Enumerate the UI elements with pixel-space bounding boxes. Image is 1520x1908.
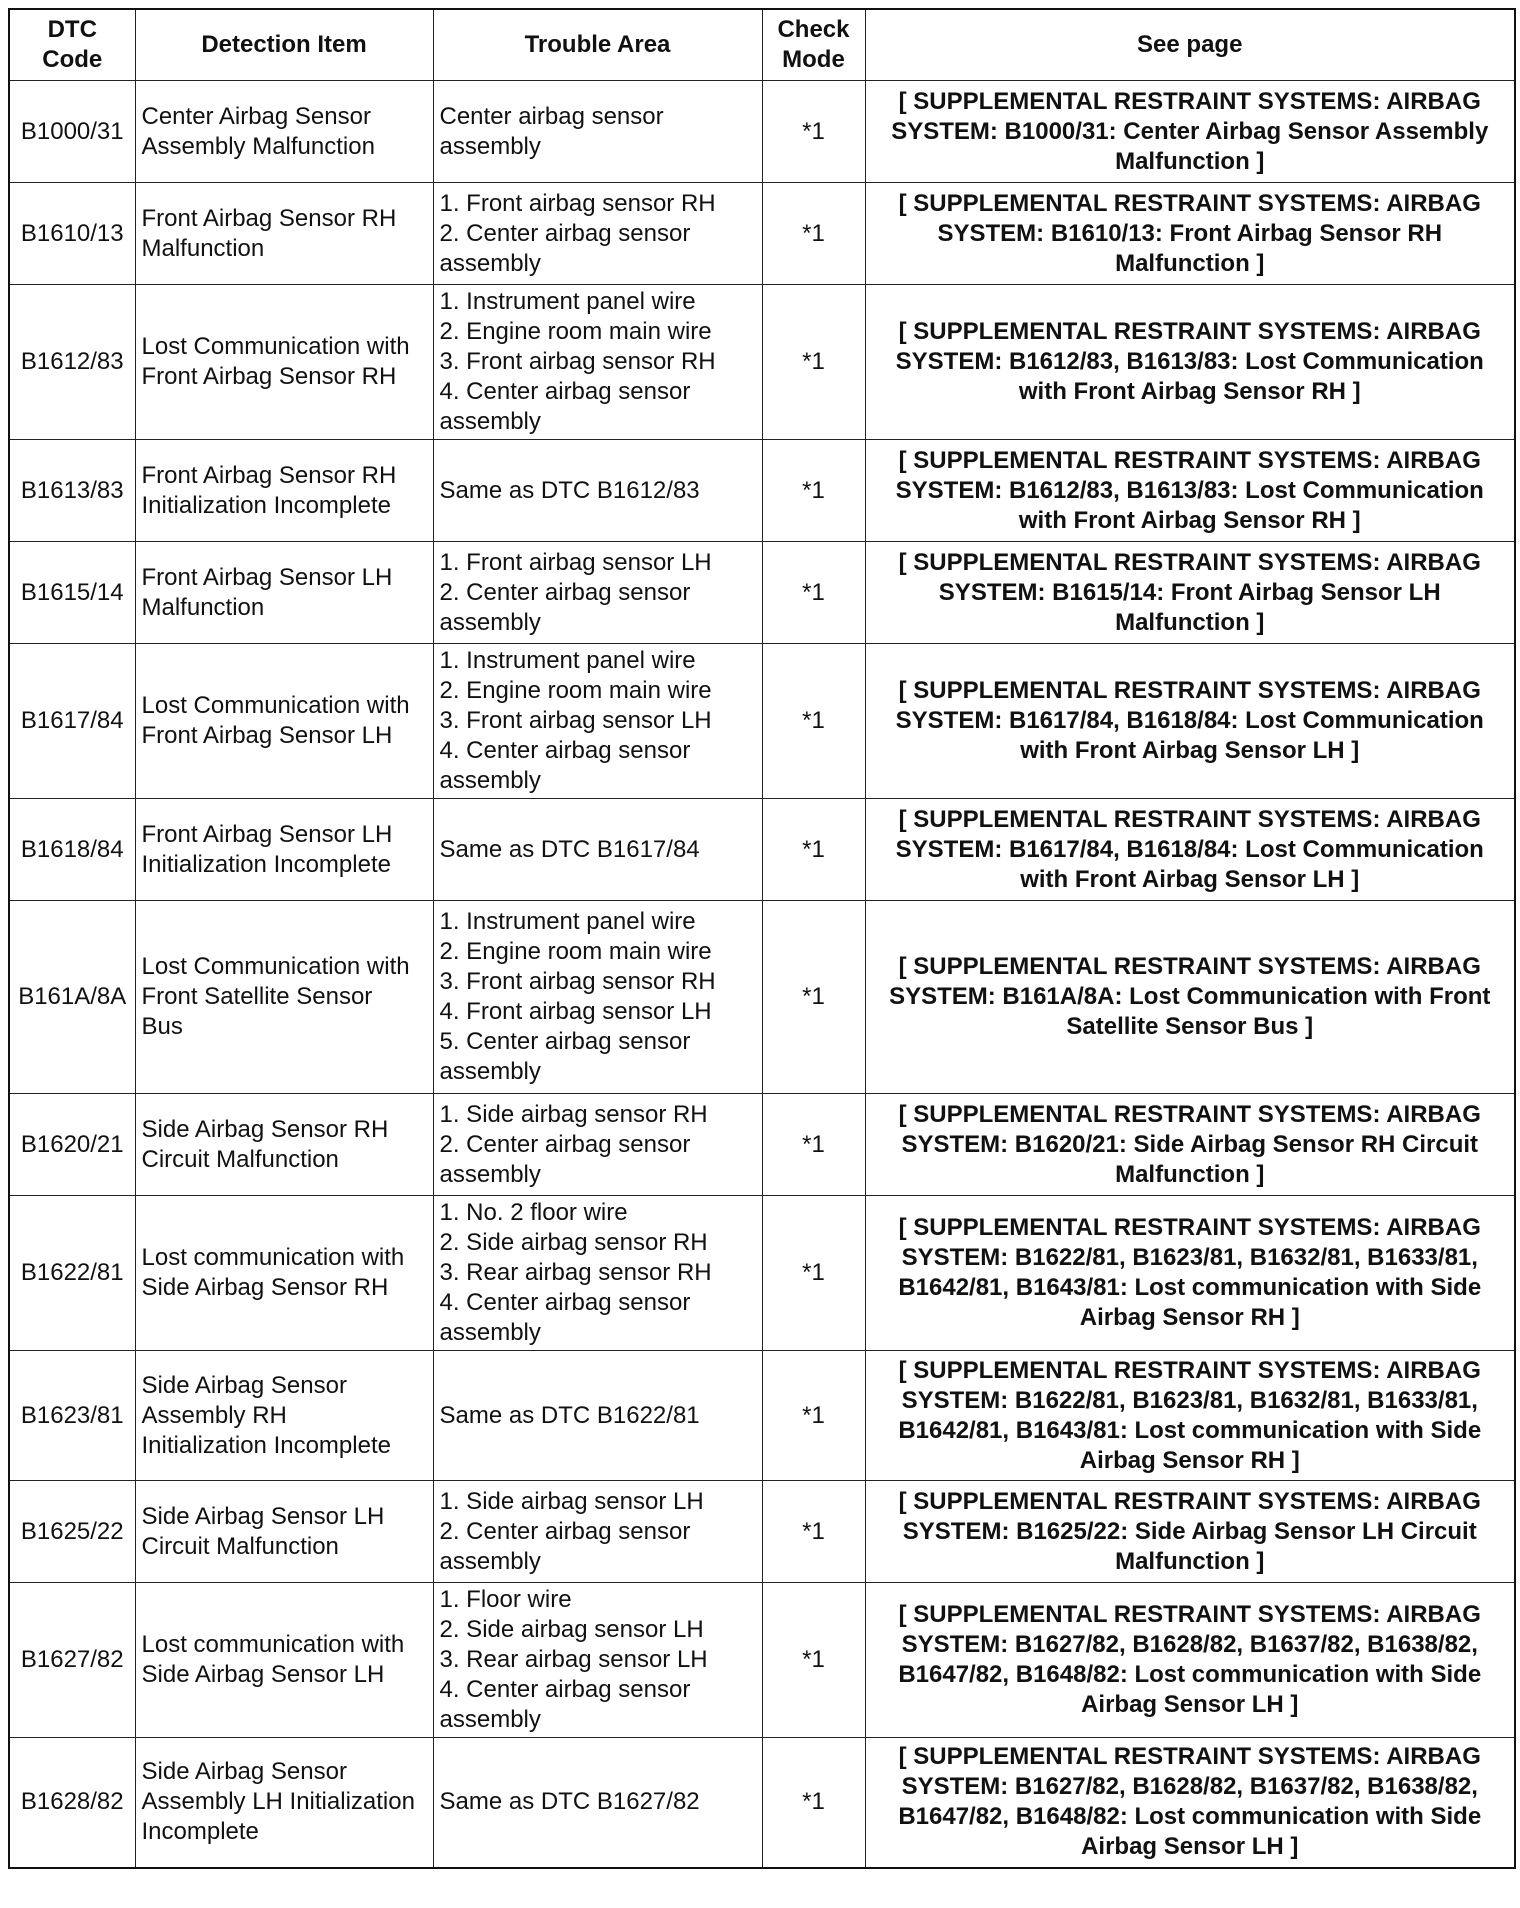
detection-item-cell <box>135 1583 433 1738</box>
trouble-area-line: Same as DTC B1627/82 <box>439 1788 700 1816</box>
detection-item-line: Front Airbag Sensor LH <box>141 563 393 591</box>
trouble-area-line: 1. Instrument panel wire <box>439 908 696 935</box>
check-mode-cell: *1 <box>762 901 865 1094</box>
trouble-area-line: 2. Center airbag sensor <box>439 1517 691 1545</box>
table-row <box>9 440 1515 542</box>
detection-item-line: Lost communication with <box>141 1244 405 1271</box>
check-mode-cell: *1 <box>762 1094 865 1196</box>
dtc-code-cell: B1625/22 <box>9 1481 135 1583</box>
trouble-area-line: 2. Side airbag sensor RH <box>439 1229 708 1256</box>
detection-item-cell <box>135 644 433 799</box>
table-row <box>9 542 1515 644</box>
trouble-area-line: 1. Side airbag sensor LH <box>439 1487 704 1515</box>
trouble-area-cell <box>433 1094 762 1196</box>
check-mode-cell: *1 <box>762 542 865 644</box>
check-mode-cell: *1 <box>762 1738 865 1868</box>
see-page-link[interactable]: [ SUPPLEMENTAL RESTRAINT SYSTEMS: AIRBAG SYSTEM: B1612/83, B1613/83: Lost Communication with Front Airbag Sensor RH ] <box>865 285 1515 440</box>
check-mode-cell: *1 <box>762 1481 865 1583</box>
dtc-code-cell: B1618/84 <box>9 799 135 901</box>
trouble-area-line: 4. Front airbag sensor LH <box>439 998 712 1025</box>
table-row <box>9 1196 1515 1351</box>
dtc-code-cell: B1627/82 <box>9 1583 135 1738</box>
detection-item-cell <box>135 1481 433 1583</box>
trouble-area-cell <box>433 1196 762 1351</box>
see-page-link[interactable]: [ SUPPLEMENTAL RESTRAINT SYSTEMS: AIRBAG SYSTEM: B1620/21: Side Airbag Sensor RH Circuit Malfunction ] <box>865 1094 1515 1196</box>
table-row <box>9 1351 1515 1481</box>
trouble-area-line: assembly <box>439 249 541 277</box>
trouble-area-line: 1. Side airbag sensor RH <box>439 1100 708 1128</box>
trouble-area-line: 4. Center airbag sensor <box>439 737 691 764</box>
detection-item-line: Malfunction <box>141 234 265 262</box>
detection-item-line: Center Airbag Sensor <box>141 102 371 130</box>
detection-item-line: Assembly Malfunction <box>141 132 375 160</box>
header-detection-item: Detection Item <box>135 9 433 81</box>
see-page-link[interactable]: [ SUPPLEMENTAL RESTRAINT SYSTEMS: AIRBAG SYSTEM: B1610/13: Front Airbag Sensor RH Malfunction ] <box>865 183 1515 285</box>
detection-item-cell <box>135 1196 433 1351</box>
detection-item-line: Malfunction <box>141 593 265 621</box>
table-row <box>9 183 1515 285</box>
see-page-link[interactable]: [ SUPPLEMENTAL RESTRAINT SYSTEMS: AIRBAG SYSTEM: B1000/31: Center Airbag Sensor Assembly Malfunction ] <box>865 81 1515 183</box>
check-mode-cell: *1 <box>762 1351 865 1481</box>
dtc-code-cell: B1623/81 <box>9 1351 135 1481</box>
trouble-area-line: 2. Engine room main wire <box>439 318 712 345</box>
header-check-mode: Check Mode <box>762 9 865 81</box>
dtc-code-cell: B1000/31 <box>9 81 135 183</box>
trouble-area-line: assembly <box>439 1058 541 1085</box>
see-page-link[interactable]: [ SUPPLEMENTAL RESTRAINT SYSTEMS: AIRBAG SYSTEM: B1625/22: Side Airbag Sensor LH Circuit Malfunction ] <box>865 1481 1515 1583</box>
header-dtc-code: DTC Code <box>9 9 135 81</box>
trouble-area-line: 1. Front airbag sensor LH <box>439 548 712 576</box>
detection-item-cell <box>135 285 433 440</box>
trouble-area-line: 1. Instrument panel wire <box>439 288 696 315</box>
trouble-area-line: 4. Center airbag sensor <box>439 1289 691 1316</box>
trouble-area-line: 1. Instrument panel wire <box>439 647 696 674</box>
see-page-link[interactable]: [ SUPPLEMENTAL RESTRAINT SYSTEMS: AIRBAG SYSTEM: B1627/82, B1628/82, B1637/82, B1638/82, B1647/82, B1648/82: Lost communication with Side Airbag Sensor LH ] <box>865 1583 1515 1738</box>
detection-item-line: Circuit Malfunction <box>141 1532 339 1560</box>
detection-item-cell <box>135 901 433 1094</box>
check-mode-cell: *1 <box>762 81 865 183</box>
detection-item-line: Assembly LH Initialization <box>141 1788 415 1816</box>
trouble-area-line: 2. Engine room main wire <box>439 677 712 704</box>
detection-item-cell <box>135 440 433 542</box>
detection-item-line: Front Satellite Sensor <box>141 983 373 1010</box>
detection-item-line: Lost communication with <box>141 1631 405 1658</box>
see-page-link[interactable]: [ SUPPLEMENTAL RESTRAINT SYSTEMS: AIRBAG SYSTEM: B1627/82, B1628/82, B1637/82, B1638/82, B1647/82, B1648/82: Lost communication with Side Airbag Sensor LH ] <box>865 1738 1515 1868</box>
detection-item-line: Side Airbag Sensor <box>141 1371 347 1399</box>
trouble-area-line: 4. Center airbag sensor <box>439 1676 691 1703</box>
trouble-area-line: 1. Front airbag sensor RH <box>439 189 716 217</box>
see-page-link[interactable]: [ SUPPLEMENTAL RESTRAINT SYSTEMS: AIRBAG SYSTEM: B1617/84, B1618/84: Lost Communication with Front Airbag Sensor LH ] <box>865 644 1515 799</box>
trouble-area-line: 3. Front airbag sensor LH <box>439 707 712 734</box>
see-page-link[interactable]: [ SUPPLEMENTAL RESTRAINT SYSTEMS: AIRBAG SYSTEM: B1612/83, B1613/83: Lost Communication with Front Airbag Sensor RH ] <box>865 440 1515 542</box>
trouble-area-line: assembly <box>439 408 541 435</box>
trouble-area-cell <box>433 799 762 901</box>
check-mode-cell: *1 <box>762 644 865 799</box>
dtc-code-cell: B1610/13 <box>9 183 135 285</box>
detection-item-line: Bus <box>141 1013 183 1040</box>
dtc-code-cell: B1612/83 <box>9 285 135 440</box>
detection-item-line: Side Airbag Sensor RH <box>141 1115 389 1143</box>
header-see-page: See page <box>865 9 1515 81</box>
trouble-area-line: assembly <box>439 608 541 636</box>
trouble-area-cell <box>433 440 762 542</box>
trouble-area-cell <box>433 901 762 1094</box>
table-row <box>9 1481 1515 1583</box>
detection-item-line: Initialization Incomplete <box>141 850 391 878</box>
table-row <box>9 901 1515 1094</box>
header-trouble-area: Trouble Area <box>433 9 762 81</box>
detection-item-line: Front Airbag Sensor RH <box>141 363 397 390</box>
trouble-area-line: Same as DTC B1622/81 <box>439 1401 700 1429</box>
trouble-area-line: 4. Center airbag sensor <box>439 378 691 405</box>
table-row <box>9 644 1515 799</box>
dtc-code-cell: B1628/82 <box>9 1738 135 1868</box>
trouble-area-line: 3. Rear airbag sensor LH <box>439 1646 708 1673</box>
trouble-area-cell <box>433 1481 762 1583</box>
detection-item-cell <box>135 1351 433 1481</box>
trouble-area-cell <box>433 1738 762 1868</box>
check-mode-cell: *1 <box>762 440 865 542</box>
see-page-link[interactable]: [ SUPPLEMENTAL RESTRAINT SYSTEMS: AIRBAG SYSTEM: B1622/81, B1623/81, B1632/81, B1633/81, B1642/81, B1643/81: Lost communication with Side Airbag Sensor RH ] <box>865 1351 1515 1481</box>
detection-item-line: Front Airbag Sensor LH <box>141 722 393 749</box>
detection-item-cell <box>135 542 433 644</box>
detection-item-cell <box>135 1094 433 1196</box>
check-mode-cell: *1 <box>762 1583 865 1738</box>
trouble-area-line: 3. Front airbag sensor RH <box>439 968 716 995</box>
detection-item-line: Circuit Malfunction <box>141 1145 339 1173</box>
trouble-area-line: assembly <box>439 132 541 160</box>
trouble-area-line: 1. Floor wire <box>439 1586 572 1613</box>
see-page-link[interactable]: [ SUPPLEMENTAL RESTRAINT SYSTEMS: AIRBAG SYSTEM: B1622/81, B1623/81, B1632/81, B1633/81, B1642/81, B1643/81: Lost communication with Side Airbag Sensor RH ] <box>865 1196 1515 1351</box>
trouble-area-line: assembly <box>439 1706 541 1733</box>
trouble-area-line: assembly <box>439 1319 541 1346</box>
detection-item-line: Initialization Incomplete <box>141 491 391 519</box>
trouble-area-line: 5. Center airbag sensor <box>439 1028 691 1055</box>
trouble-area-cell <box>433 542 762 644</box>
detection-item-line: Side Airbag Sensor <box>141 1758 347 1786</box>
detection-item-line: Front Airbag Sensor LH <box>141 820 393 848</box>
table-row <box>9 799 1515 901</box>
detection-item-cell <box>135 799 433 901</box>
detection-item-line: Front Airbag Sensor RH <box>141 461 397 489</box>
detection-item-cell <box>135 81 433 183</box>
check-mode-cell: *1 <box>762 799 865 901</box>
trouble-area-cell <box>433 285 762 440</box>
check-mode-cell: *1 <box>762 1196 865 1351</box>
trouble-area-line: Center airbag sensor <box>439 102 664 130</box>
dtc-code-cell: B1620/21 <box>9 1094 135 1196</box>
check-mode-cell: *1 <box>762 285 865 440</box>
trouble-area-line: 1. No. 2 floor wire <box>439 1199 628 1226</box>
trouble-area-line: 2. Center airbag sensor <box>439 578 691 606</box>
trouble-area-cell <box>433 1583 762 1738</box>
trouble-area-line: 3. Front airbag sensor RH <box>439 348 716 375</box>
table-row <box>9 1094 1515 1196</box>
trouble-area-line: Same as DTC B1612/83 <box>439 476 700 504</box>
detection-item-line: Initialization Incomplete <box>141 1431 391 1459</box>
trouble-area-line: Same as DTC B1617/84 <box>439 835 700 863</box>
see-page-link[interactable]: [ SUPPLEMENTAL RESTRAINT SYSTEMS: AIRBAG SYSTEM: B1617/84, B1618/84: Lost Communication with Front Airbag Sensor LH ] <box>865 799 1515 901</box>
trouble-area-line: 2. Engine room main wire <box>439 938 712 965</box>
check-mode-cell: *1 <box>762 183 865 285</box>
table-row <box>9 1583 1515 1738</box>
trouble-area-line: 2. Center airbag sensor <box>439 219 691 247</box>
header-row <box>9 9 1515 81</box>
see-page-link[interactable]: [ SUPPLEMENTAL RESTRAINT SYSTEMS: AIRBAG SYSTEM: B161A/8A: Lost Communication with Front Satellite Sensor Bus ] <box>865 901 1515 1094</box>
table-row <box>9 81 1515 183</box>
dtc-table-container <box>8 8 1516 1869</box>
detection-item-cell <box>135 1738 433 1868</box>
table-body <box>9 81 1515 1868</box>
trouble-area-line: assembly <box>439 767 541 794</box>
detection-item-line: Side Airbag Sensor LH <box>141 1661 385 1688</box>
dtc-code-cell: B1617/84 <box>9 644 135 799</box>
detection-item-line: Lost Communication with <box>141 333 410 360</box>
trouble-area-line: assembly <box>439 1547 541 1575</box>
table-row <box>9 285 1515 440</box>
trouble-area-line: 3. Rear airbag sensor RH <box>439 1259 712 1286</box>
dtc-code-cell: B1622/81 <box>9 1196 135 1351</box>
trouble-area-line: 2. Center airbag sensor <box>439 1130 691 1158</box>
see-page-link[interactable]: [ SUPPLEMENTAL RESTRAINT SYSTEMS: AIRBAG SYSTEM: B1615/14: Front Airbag Sensor LH Malfunction ] <box>865 542 1515 644</box>
dtc-code-cell: B1615/14 <box>9 542 135 644</box>
detection-item-line: Side Airbag Sensor LH <box>141 1502 385 1530</box>
dtc-code-cell: B161A/8A <box>9 901 135 1094</box>
trouble-area-line: assembly <box>439 1160 541 1188</box>
trouble-area-cell <box>433 183 762 285</box>
trouble-area-cell <box>433 1351 762 1481</box>
detection-item-cell <box>135 183 433 285</box>
trouble-area-cell <box>433 81 762 183</box>
trouble-area-line: 2. Side airbag sensor LH <box>439 1616 704 1643</box>
dtc-code-cell: B1613/83 <box>9 440 135 542</box>
detection-item-line: Side Airbag Sensor RH <box>141 1274 389 1301</box>
dtc-table <box>8 8 1516 1869</box>
detection-item-line: Lost Communication with <box>141 692 410 719</box>
table-row <box>9 1738 1515 1868</box>
detection-item-line: Lost Communication with <box>141 953 410 980</box>
detection-item-line: Assembly RH <box>141 1401 287 1429</box>
detection-item-line: Front Airbag Sensor RH <box>141 204 397 232</box>
detection-item-line: Incomplete <box>141 1818 259 1846</box>
trouble-area-cell <box>433 644 762 799</box>
